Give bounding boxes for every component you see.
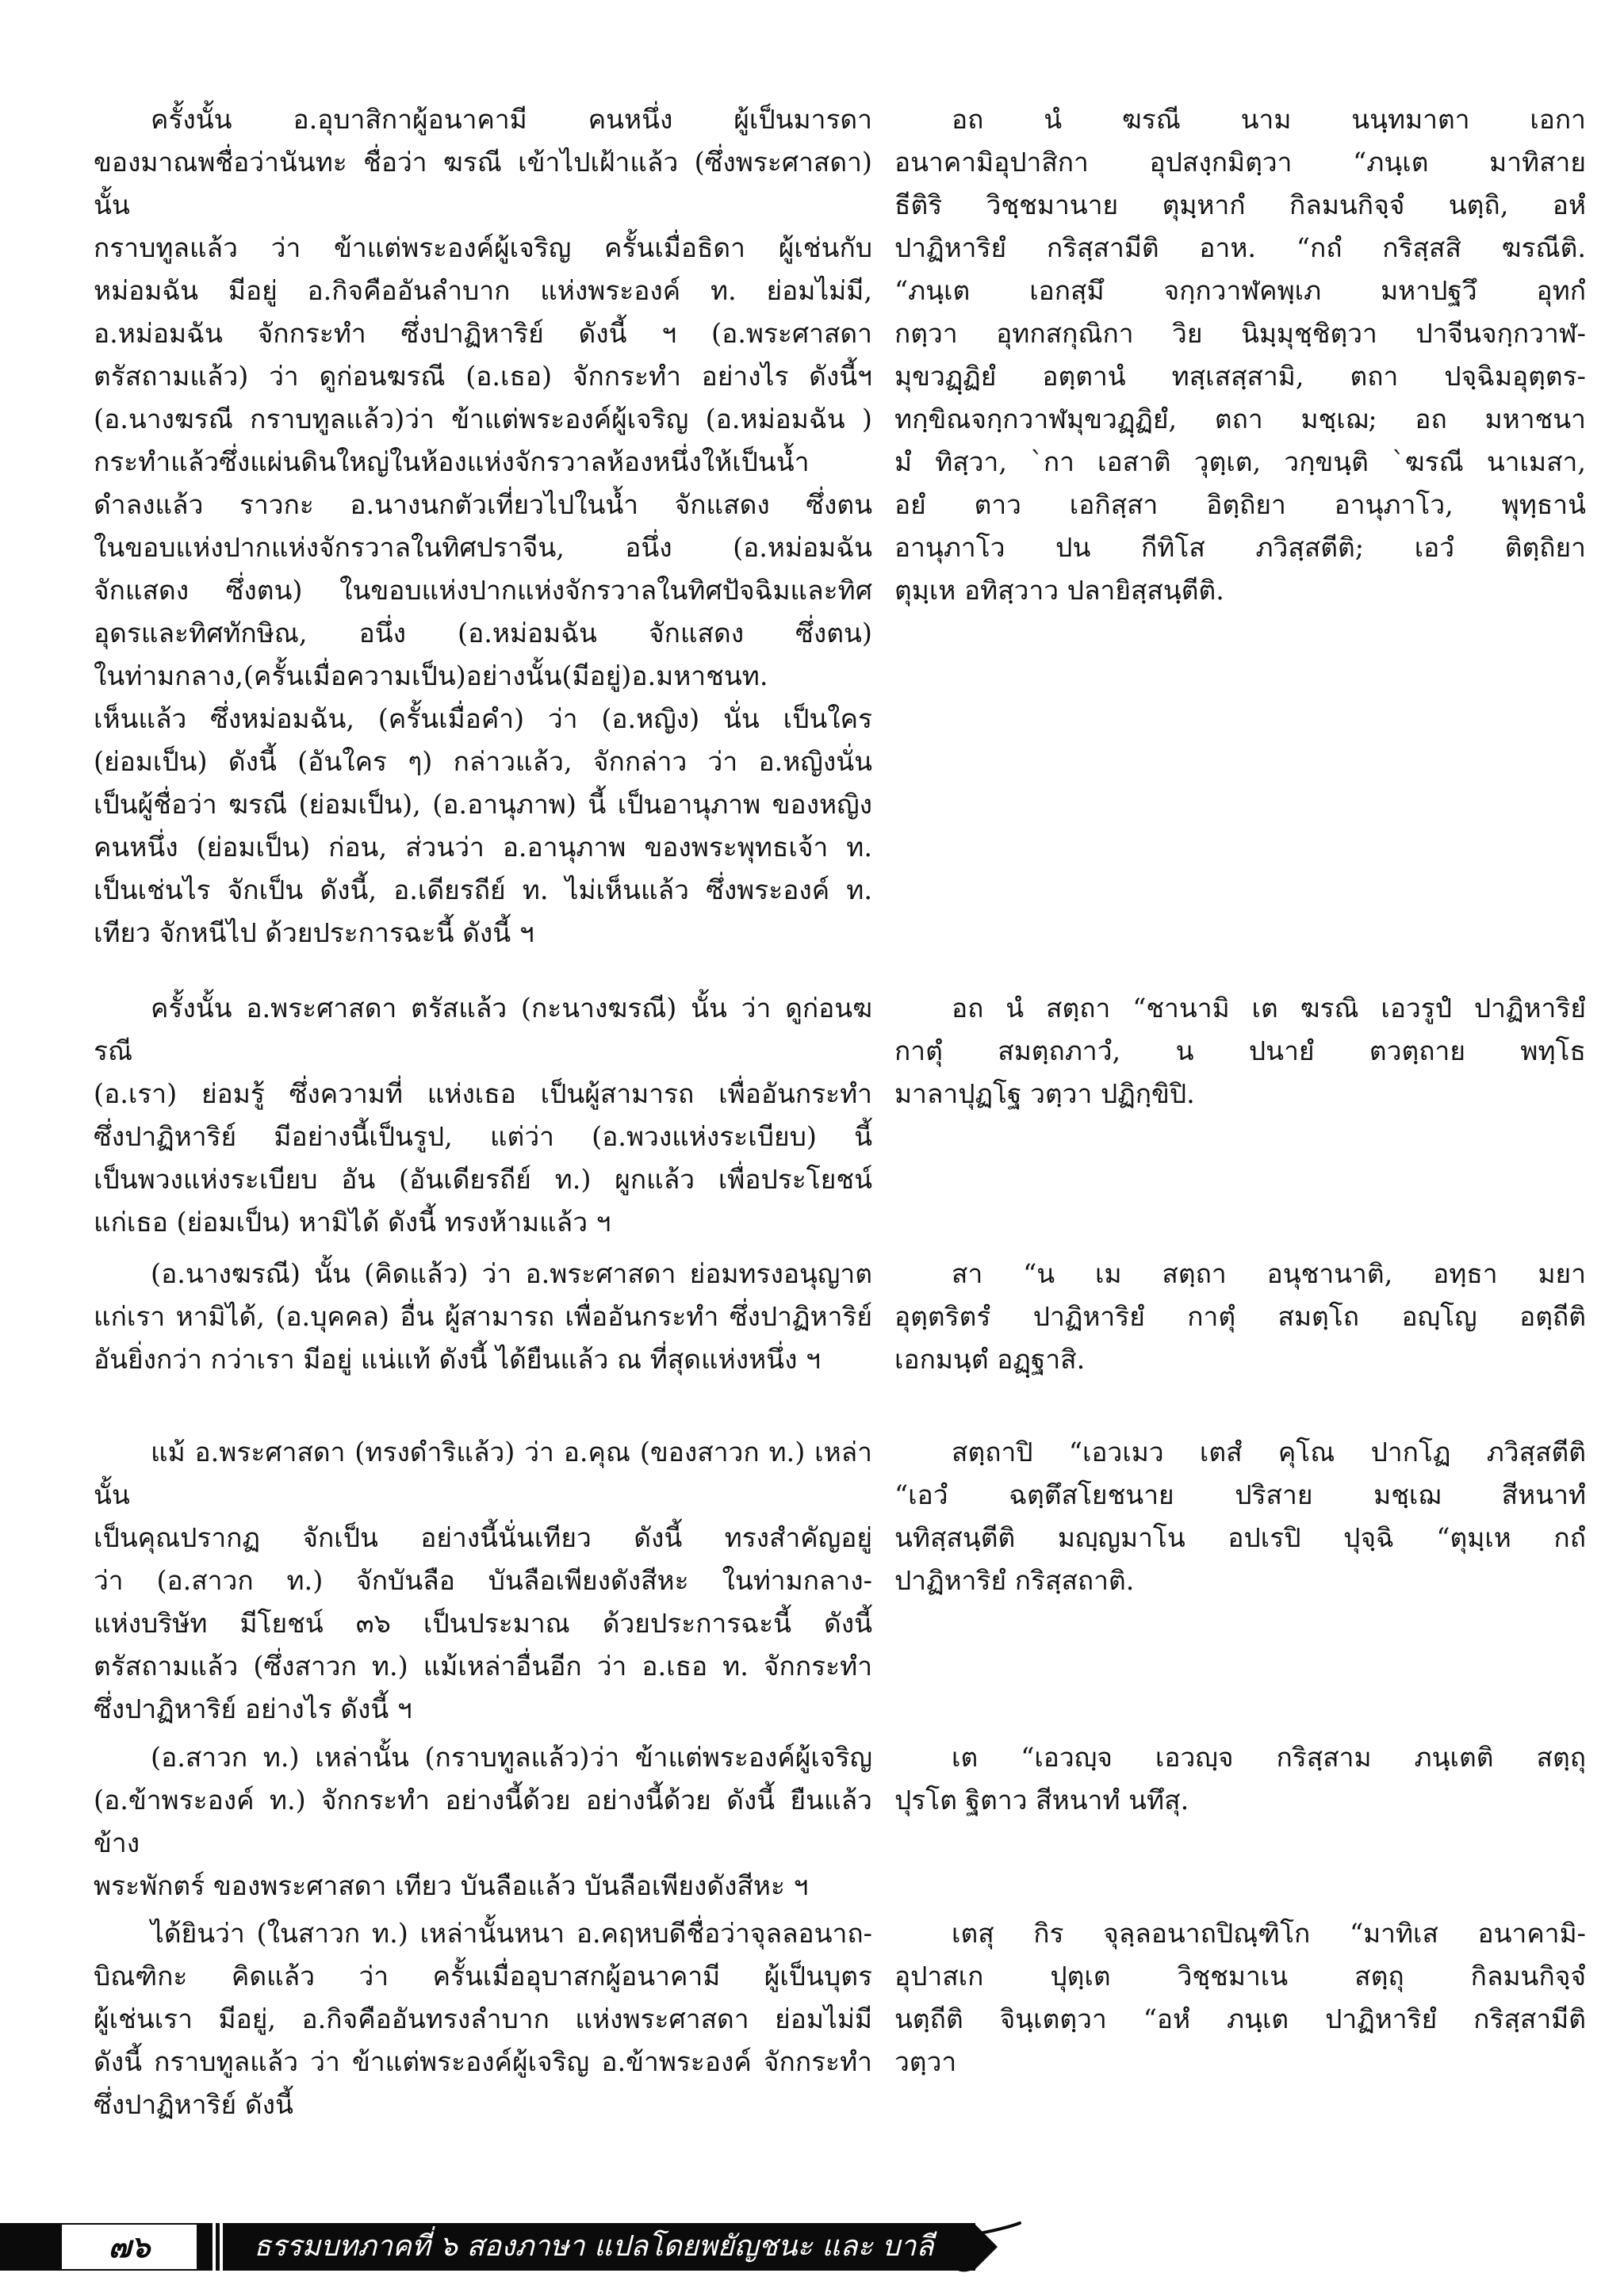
text-line: ในท่ามกลาง,(ครั้นเมื่อความเป็น)อย่างนั้น(มีอยู่)อ.มหาชนท. <box>94 660 768 691</box>
text-line: อนาคามิอุปาสิกา อุปสงฺกมิตฺวา “ภนฺเต มาทิสาย <box>894 147 1586 178</box>
text-line: (อ.นางฆรณี) นั้น (คิดแล้ว) ว่า อ.พระศาสดา ย่อมทรงอนุญาต <box>151 1258 872 1289</box>
text-line: นทิสฺสนฺตีติ มญฺญมาโน อปเรปิ ปุจฺฉิ “ตุมฺเห กถํ <box>894 1522 1586 1553</box>
text-line: ครั้งนั้น อ.พระศาสดา ตรัสแล้ว (กะนางฆรณี) นั้น ว่า ดูก่อนฆรณี <box>94 993 872 1066</box>
pali-paragraph <box>894 1736 1586 1822</box>
text-line: เป็นคุณปรากฏ จักเป็น อย่างนี้นั่นเทียว ดังนี้ ทรงสำคัญอยู่ <box>94 1522 872 1553</box>
text-line: เทียว จักหนีไป ด้วยประการฉะนี้ ดังนี้ ฯ <box>94 917 534 948</box>
thai-paragraph <box>94 98 872 955</box>
text-line: (อ.สาวก ท.) เหล่านั้น (กราบทูลแล้ว)ว่า ข้าแต่พระองค์ผู้เจริญ <box>151 1742 872 1773</box>
text-line: ในขอบแห่งปากแห่งจักรวาลในทิศปราจีน, อนึ่ง (อ.หม่อมฉัน <box>94 532 872 563</box>
text-line: เต “เอวญฺจ เอวญฺจ กริสฺสาม ภนฺเตติ สตฺถุ <box>952 1742 1586 1773</box>
text-line: ได้ยินว่า (ในสาวก ท.) เหล่านั้นหนา อ.คฤหบดีชื่อว่าจุลลอนาถ- <box>151 1918 872 1949</box>
text-line: อถ นํ ฆรณี นาม นนฺทมาตา เอกา <box>952 104 1586 135</box>
text-line: แก่เรา หามิได้, (อ.บุคคล) อื่น ผู้สามารถ เพื่ออันกระทำ ซึ่งปาฏิหาริย์ <box>94 1301 872 1332</box>
text-line: ตุมฺเห อทิสฺวาว ปลายิสฺสนฺตีติ. <box>894 575 1224 606</box>
pali-paragraph <box>894 1912 1586 2084</box>
text-line: มุขวฏฺฏิยํ อตฺตานํ ทสฺเสสฺสามิ, ตถา ปจฺฉิมอุตฺตร- <box>894 361 1586 392</box>
text-line: กตฺวา อุทกสกุณิกา วิย นิมฺมุชฺชิตฺวา ปาจีนจกฺกวาฬ- <box>894 318 1586 349</box>
text-line: สตฺถาปิ “เอวเมว เตสํ คุโณ ปากโฏ ภวิสฺสตีติ <box>952 1437 1586 1468</box>
page-footer <box>0 2214 1624 2296</box>
pali-paragraph <box>894 1253 1586 1381</box>
text-line: สา “น เม สตฺถา อนุชานาติ, อทฺธา มยา <box>952 1258 1586 1289</box>
text-line: แก่เธอ (ย่อมเป็น) หามิได้ ดังนี้ ทรงห้ามแล้ว ฯ <box>94 1207 611 1238</box>
divider-bars <box>213 2223 227 2271</box>
text-line: ซึ่งปาฏิหาริย์ อย่างไร ดังนี้ ฯ <box>94 1693 412 1724</box>
text-line: ตรัสถามแล้ว) ว่า ดูก่อนฆรณี (อ.เธอ) จักกระทำ อย่างไร ดังนี้ฯ <box>94 361 872 392</box>
text-line: จักแสดง ซึ่งตน) ในขอบแห่งปากแห่งจักรวาลในทิศปัจฉิมและทิศ <box>94 575 872 606</box>
text-line: บิณฑิกะ คิดแล้ว ว่า ครั้นเมื่ออุบาสกผู้อนาคามี ผู้เป็นบุตร <box>94 1961 872 1992</box>
text-line: อถ นํ สตฺถา “ชานามิ เต ฆรณิ เอวรูปํ ปาฏิหาริยํ <box>952 993 1586 1024</box>
text-line: เป็นผู้ชื่อว่า ฆรณี (ย่อมเป็น), (อ.อานุภาพ) นี้ เป็นอานุภาพ ของหญิง <box>94 789 872 820</box>
text-line: ปุรโต ฐิตาว สีหนาทํ นทึสุ. <box>894 1785 1189 1816</box>
text-line: มํ ทิสฺวา, `กา เอสาติ วุตฺเต, วกฺขนฺติ `ฆรณี นาเมสา, <box>894 446 1586 477</box>
text-line: ทกฺขิณจกฺกวาฬมุขวฏฺฏิยํ, ตถา มชฺเฌ; อถ มหาชนา <box>894 404 1586 434</box>
thai-paragraph <box>94 1736 872 1908</box>
text-line: “ภนฺเต เอกสฺมึ จกฺกวาฬคพฺเภ มหาปฐวึ อุทกํ <box>894 275 1586 306</box>
text-line: (ย่อมเป็น) ดังนี้ (อันใคร ๆ) กล่าวแล้ว, จักกล่าว ว่า อ.หญิงนั่น <box>94 746 872 777</box>
text-line: ของมาณพชื่อว่านันทะ ชื่อว่า ฆรณี เข้าไปเฝ้าแล้ว (ซึ่งพระศาสดา) นั้น <box>94 147 872 220</box>
page-number: ๗๖ <box>62 2225 197 2269</box>
text-line: ผู้เช่นเรา มีอยู่, อ.กิจคืออันทรงลำบาก แห่งพระศาสดา ย่อมไม่มี <box>94 2003 872 2034</box>
text-line: ตรัสถามแล้ว (ซึ่งสาวก ท.) แม้เหล่าอื่นอีก ว่า อ.เธอ ท. จักกระทำ <box>94 1651 872 1682</box>
pali-paragraph <box>894 1431 1586 1602</box>
text-line: อุปาสเก ปุตฺเต วิชฺชมาเน สตฺถุ กิลมนกิจฺจํ <box>894 1961 1586 1992</box>
thai-paragraph <box>94 1253 872 1381</box>
text-line: ครั้งนั้น อ.อุบาสิกาผู้อนาคามี คนหนึ่ง ผู้เป็นมารดา <box>151 104 872 135</box>
text-line: อันยิ่งกว่า กว่าเรา มีอยู่ แน่แท้ ดังนี้ ได้ยืนแล้ว ณ ที่สุดแห่งหนึ่ง ฯ <box>94 1344 821 1375</box>
thai-paragraph <box>94 1912 872 2126</box>
text-line: อุตฺตริตรํ ปาฏิหาริยํ กาตุํ สมตฺโถ อญฺโญ อตฺถีติ <box>894 1301 1586 1332</box>
text-line: เตสุ กิร จุลฺลอนาถปิณฺฑิโก “มาทิเส อนาคามิ- <box>952 1918 1586 1949</box>
text-line: อานุภาโว ปน กีทิโส ภวิสฺสตีติ; เอวํ ติตฺถิยา <box>894 532 1586 563</box>
text-line: ว่า (อ.สาวก ท.) จักบันลือ บันลือเพียงดังสีหะ ในท่ามกลาง- <box>94 1565 872 1596</box>
text-line: ซึ่งปาฏิหาริย์ มีอย่างนี้เป็นรูป, แต่ว่า (อ.พวงแห่งระเบียบ) นี้ <box>94 1121 872 1152</box>
pali-paragraph <box>894 98 1586 612</box>
text-line: (อ.ข้าพระองค์ ท.) จักกระทำ อย่างนี้ด้วย อย่างนี้ด้วย ดังนี้ ยืนแล้ว ข้าง <box>94 1785 872 1858</box>
text-line: กาตุํ สมตฺถภาวํ, น ปนายํ ตวตฺถาย พทฺโธ <box>894 1035 1586 1066</box>
text-line: แม้ อ.พระศาสดา (ทรงดำริแล้ว) ว่า อ.คุณ (ของสาวก ท.) เหล่านั้น <box>94 1437 872 1510</box>
text-line: เป็นเช่นไร จักเป็น ดังนี้, อ.เดียรถีย์ ท. ไม่เห็นแล้ว ซึ่งพระองค์ ท. <box>94 874 872 905</box>
text-line: นตฺถีติ จินฺเตตฺวา “อหํ ภนฺเต ปาฏิหาริยํ กริสฺสามีติ <box>894 2003 1586 2034</box>
text-line: อ.หม่อมฉัน จักกระทำ ซึ่งปาฏิหาริย์ ดังนี้ ฯ (อ.พระศาสดา <box>94 318 872 349</box>
text-line: ดำลงแล้ว ราวกะ อ.นางนกตัวเที่ยวไปในน้ำ จักแสดง ซึ่งตน <box>94 489 872 520</box>
text-line: กระทำแล้วซึ่งแผ่นดินใหญ่ในห้องแห่งจักรวาลห้องหนึ่งให้เป็นน้ำ <box>94 446 810 477</box>
text-line: อยํ ตาว เอกิสฺสา อิตฺถิยา อานุภาโว, พุทฺธานํ <box>894 489 1586 520</box>
text-line: (อ.เรา) ย่อมรู้ ซึ่งความที่ แห่งเธอ เป็นผู้สามารถ เพื่ออันกระทำ <box>94 1078 872 1109</box>
text-line: กราบทูลแล้ว ว่า ข้าแต่พระองค์ผู้เจริญ ครั้นเมื่อธิดา ผู้เช่นกับ <box>94 232 872 263</box>
text-line: เป็นพวงแห่งระเบียบ อัน (อันเดียรถีย์ ท.) ผูกแล้ว เพื่อประโยชน์ <box>94 1164 872 1195</box>
text-line: ซึ่งปาฏิหาริย์ ดังนี้ <box>94 2089 293 2120</box>
text-line: “เอวํ ฉตฺตึสโยชนาย ปริสาย มชฺเฌ สีหนาทํ <box>894 1479 1586 1510</box>
text-line: ธีติริ วิชฺชมานาย ตุมฺหากํ กิลมนกิจฺจํ นตฺถิ, อหํ <box>894 189 1586 220</box>
text-line: หม่อมฉัน มีอยู่ อ.กิจคืออันลำบาก แห่งพระองค์ ท. ย่อมไม่มี, <box>94 275 872 306</box>
text-line: มาลาปุฏโฐ วตฺวา ปฏิกฺขิปิ. <box>894 1078 1195 1109</box>
text-line: ปาฏิหาริยํ กริสฺสามีติ อาห. “กถํ กริสฺสสิ ฆรณีติ. <box>894 232 1586 263</box>
text-line: คนหนึ่ง (ย่อมเป็น) ก่อน, ส่วนว่า อ.อานุภาพ ของพระพุทธเจ้า ท. <box>94 832 872 863</box>
text-line: (อ.นางฆรณี กราบทูลแล้ว)ว่า ข้าแต่พระองค์ผู้เจริญ (อ.หม่อมฉัน ) <box>94 404 872 434</box>
text-line: อุดรและทิศทักษิณ, อนึ่ง (อ.หม่อมฉัน จักแสดง ซึ่งตน) <box>94 618 872 649</box>
thai-paragraph <box>94 987 872 1244</box>
pali-paragraph <box>894 987 1586 1115</box>
text-line: ปาฏิหาริยํ กริสฺสถาติ. <box>894 1565 1135 1596</box>
book-title: ธรรมบทภาคที่ ๖ สองภาษา แปลโดยพยัญชนะ และ บาลี <box>254 2230 934 2263</box>
text-line: แห่งบริษัท มีโยชน์ ๓๖ เป็นประมาณ ด้วยประการฉะนี้ ดังนี้ <box>94 1608 872 1639</box>
text-line: วตฺวา <box>894 2046 957 2077</box>
thai-paragraph <box>94 1431 872 1731</box>
text-line: เอกมนฺตํ อฏฺฐาสิ. <box>894 1344 1086 1375</box>
text-line: พระพักตร์ ของพระศาสดา เทียว บันลือแล้ว บันลือเพียงดังสีหะ ฯ <box>94 1870 809 1901</box>
text-line: เห็นแล้ว ซึ่งหม่อมฉัน, (ครั้นเมื่อคำ) ว่า (อ.หญิง) นั่น เป็นใคร <box>94 703 872 734</box>
swirl-ornament-icon <box>928 2220 1023 2283</box>
text-line: ดังนี้ กราบทูลแล้ว ว่า ข้าแต่พระองค์ผู้เจริญ อ.ข้าพระองค์ จักกระทำ <box>94 2046 872 2077</box>
